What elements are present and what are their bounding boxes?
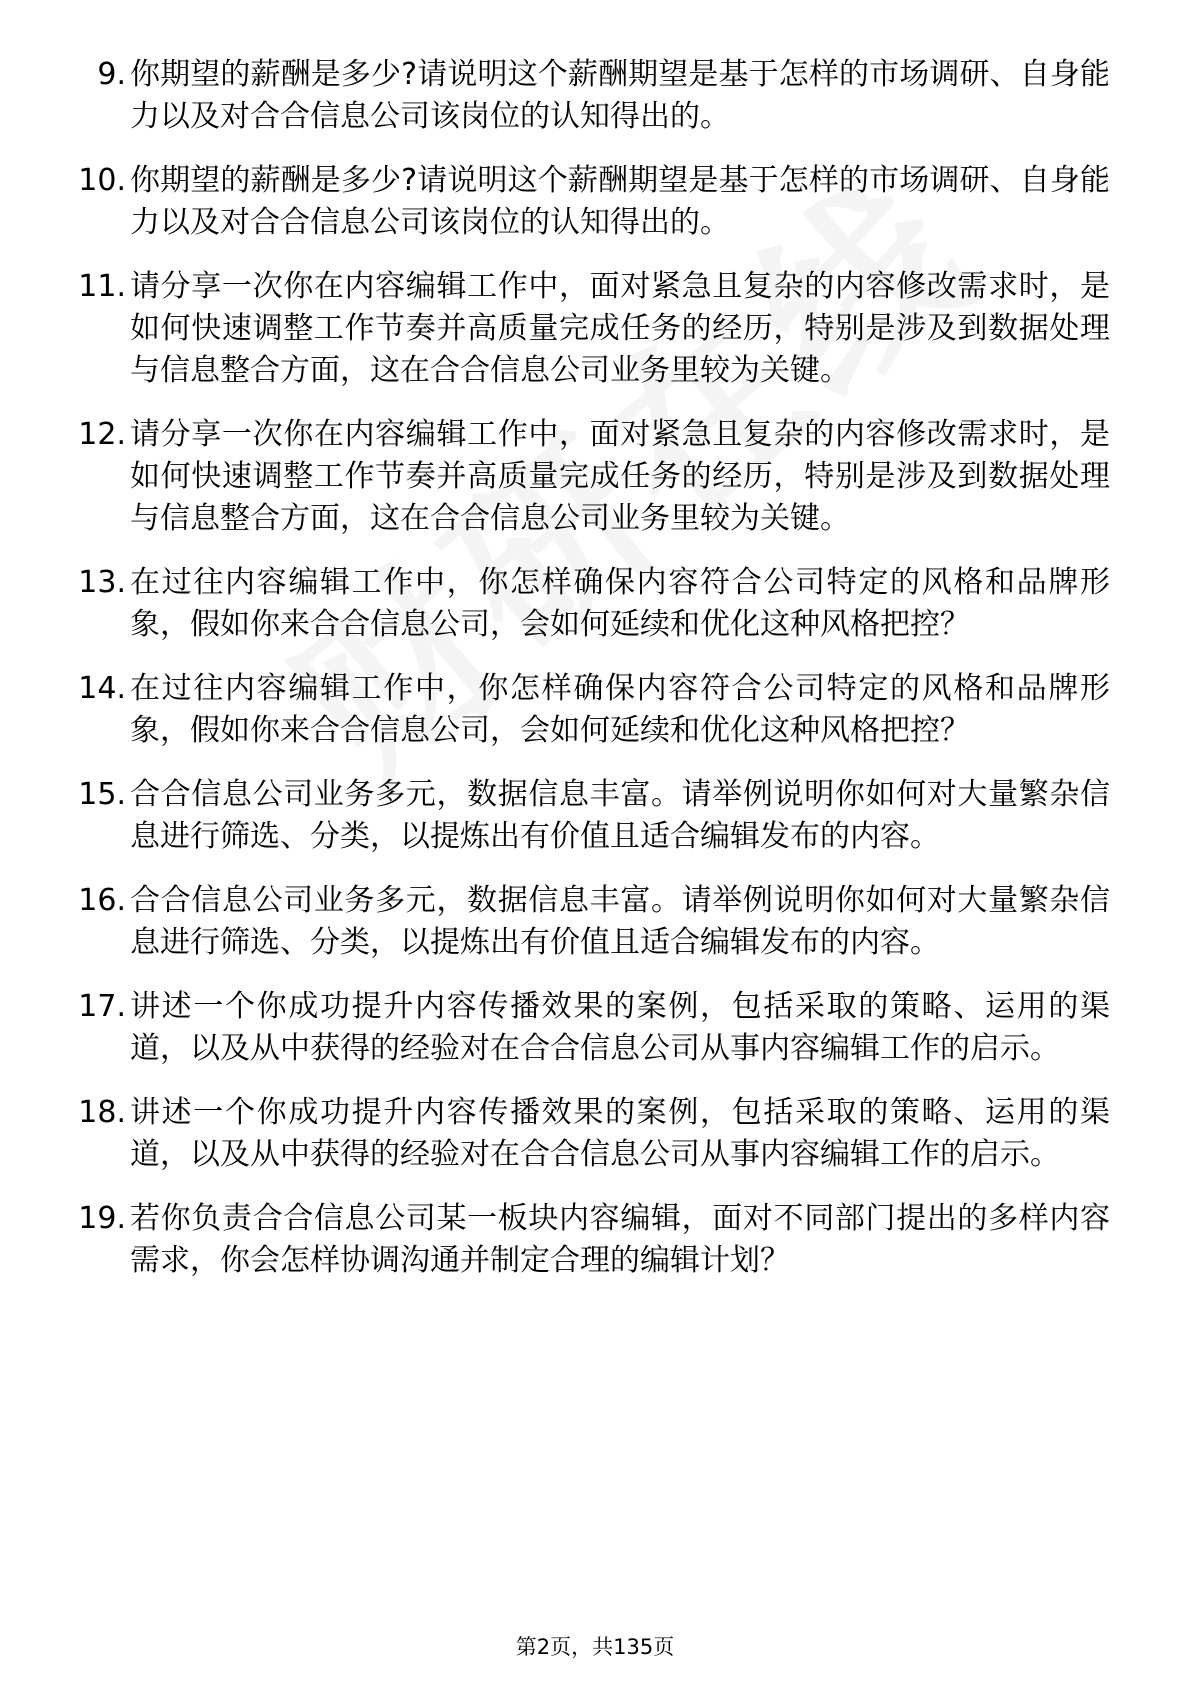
list-item bbox=[60, 414, 1120, 540]
list-item bbox=[60, 562, 1120, 646]
question-text: 在过往内容编辑工作中，你怎样确保内容符合公司特定的风格和品牌形象，假如你来合合信息公司，会如何延续和优化这种风格把控？ bbox=[130, 671, 1110, 748]
question-number: 12. bbox=[78, 417, 126, 452]
question-text: 请分享一次你在内容编辑工作中，面对紧急且复杂的内容修改需求时，是如何快速调整工作节奏并高质量完成任务的经历，特别是涉及到数据处理与信息整合方面，这在合合信息公司业务里较为关键。 bbox=[130, 269, 1110, 388]
page-footer: 第2页，共135页 bbox=[515, 1635, 675, 1659]
question-text: 合合信息公司业务多元，数据信息丰富。请举例说明你如何对大量繁杂信息进行筛选、分类，以提炼出有价值且适合编辑发布的内容。 bbox=[130, 883, 1110, 960]
question-number: 16. bbox=[78, 883, 126, 918]
question-text: 你期望的薪酬是多少?请说明这个薪酬期望是基于怎样的市场调研、自身能力以及对合合信息公司该岗位的认知得出的。 bbox=[130, 57, 1110, 134]
list-item bbox=[60, 1198, 1120, 1282]
question-number: 9. bbox=[97, 57, 126, 92]
list-item bbox=[60, 774, 1120, 858]
question-number: 19. bbox=[78, 1201, 126, 1236]
question-number: 14. bbox=[78, 671, 126, 706]
question-text: 讲述一个你成功提升内容传播效果的案例，包括采取的策略、运用的渠道，以及从中获得的经验对在合合信息公司从事内容编辑工作的启示。 bbox=[130, 1095, 1110, 1172]
question-list bbox=[60, 54, 1120, 1304]
question-text: 在过往内容编辑工作中，你怎样确保内容符合公司特定的风格和品牌形象，假如你来合合信息公司，会如何延续和优化这种风格把控？ bbox=[130, 565, 1110, 642]
question-number: 15. bbox=[78, 777, 126, 812]
list-item bbox=[60, 160, 1120, 244]
question-number: 18. bbox=[78, 1095, 126, 1130]
list-item bbox=[60, 54, 1120, 138]
question-number: 10. bbox=[78, 163, 126, 198]
list-item bbox=[60, 1092, 1120, 1176]
list-item bbox=[60, 880, 1120, 964]
question-text: 若你负责合合信息公司某一板块内容编辑，面对不同部门提出的多样内容需求，你会怎样协调沟通并制定合理的编辑计划？ bbox=[130, 1201, 1110, 1278]
question-number: 11. bbox=[78, 269, 126, 304]
question-number: 17. bbox=[78, 989, 126, 1024]
question-text: 你期望的薪酬是多少?请说明这个薪酬期望是基于怎样的市场调研、自身能力以及对合合信息公司该岗位的认知得出的。 bbox=[130, 163, 1110, 240]
question-text: 讲述一个你成功提升内容传播效果的案例，包括采取的策略、运用的渠道，以及从中获得的经验对在合合信息公司从事内容编辑工作的启示。 bbox=[130, 989, 1110, 1066]
question-text: 请分享一次你在内容编辑工作中，面对紧急且复杂的内容修改需求时，是如何快速调整工作节奏并高质量完成任务的经历，特别是涉及到数据处理与信息整合方面，这在合合信息公司业务里较为关键。 bbox=[130, 417, 1110, 536]
list-item bbox=[60, 668, 1120, 752]
question-text: 合合信息公司业务多元，数据信息丰富。请举例说明你如何对大量繁杂信息进行筛选、分类，以提炼出有价值且适合编辑发布的内容。 bbox=[130, 777, 1110, 854]
question-number: 13. bbox=[78, 565, 126, 600]
list-item bbox=[60, 266, 1120, 392]
list-item bbox=[60, 986, 1120, 1070]
